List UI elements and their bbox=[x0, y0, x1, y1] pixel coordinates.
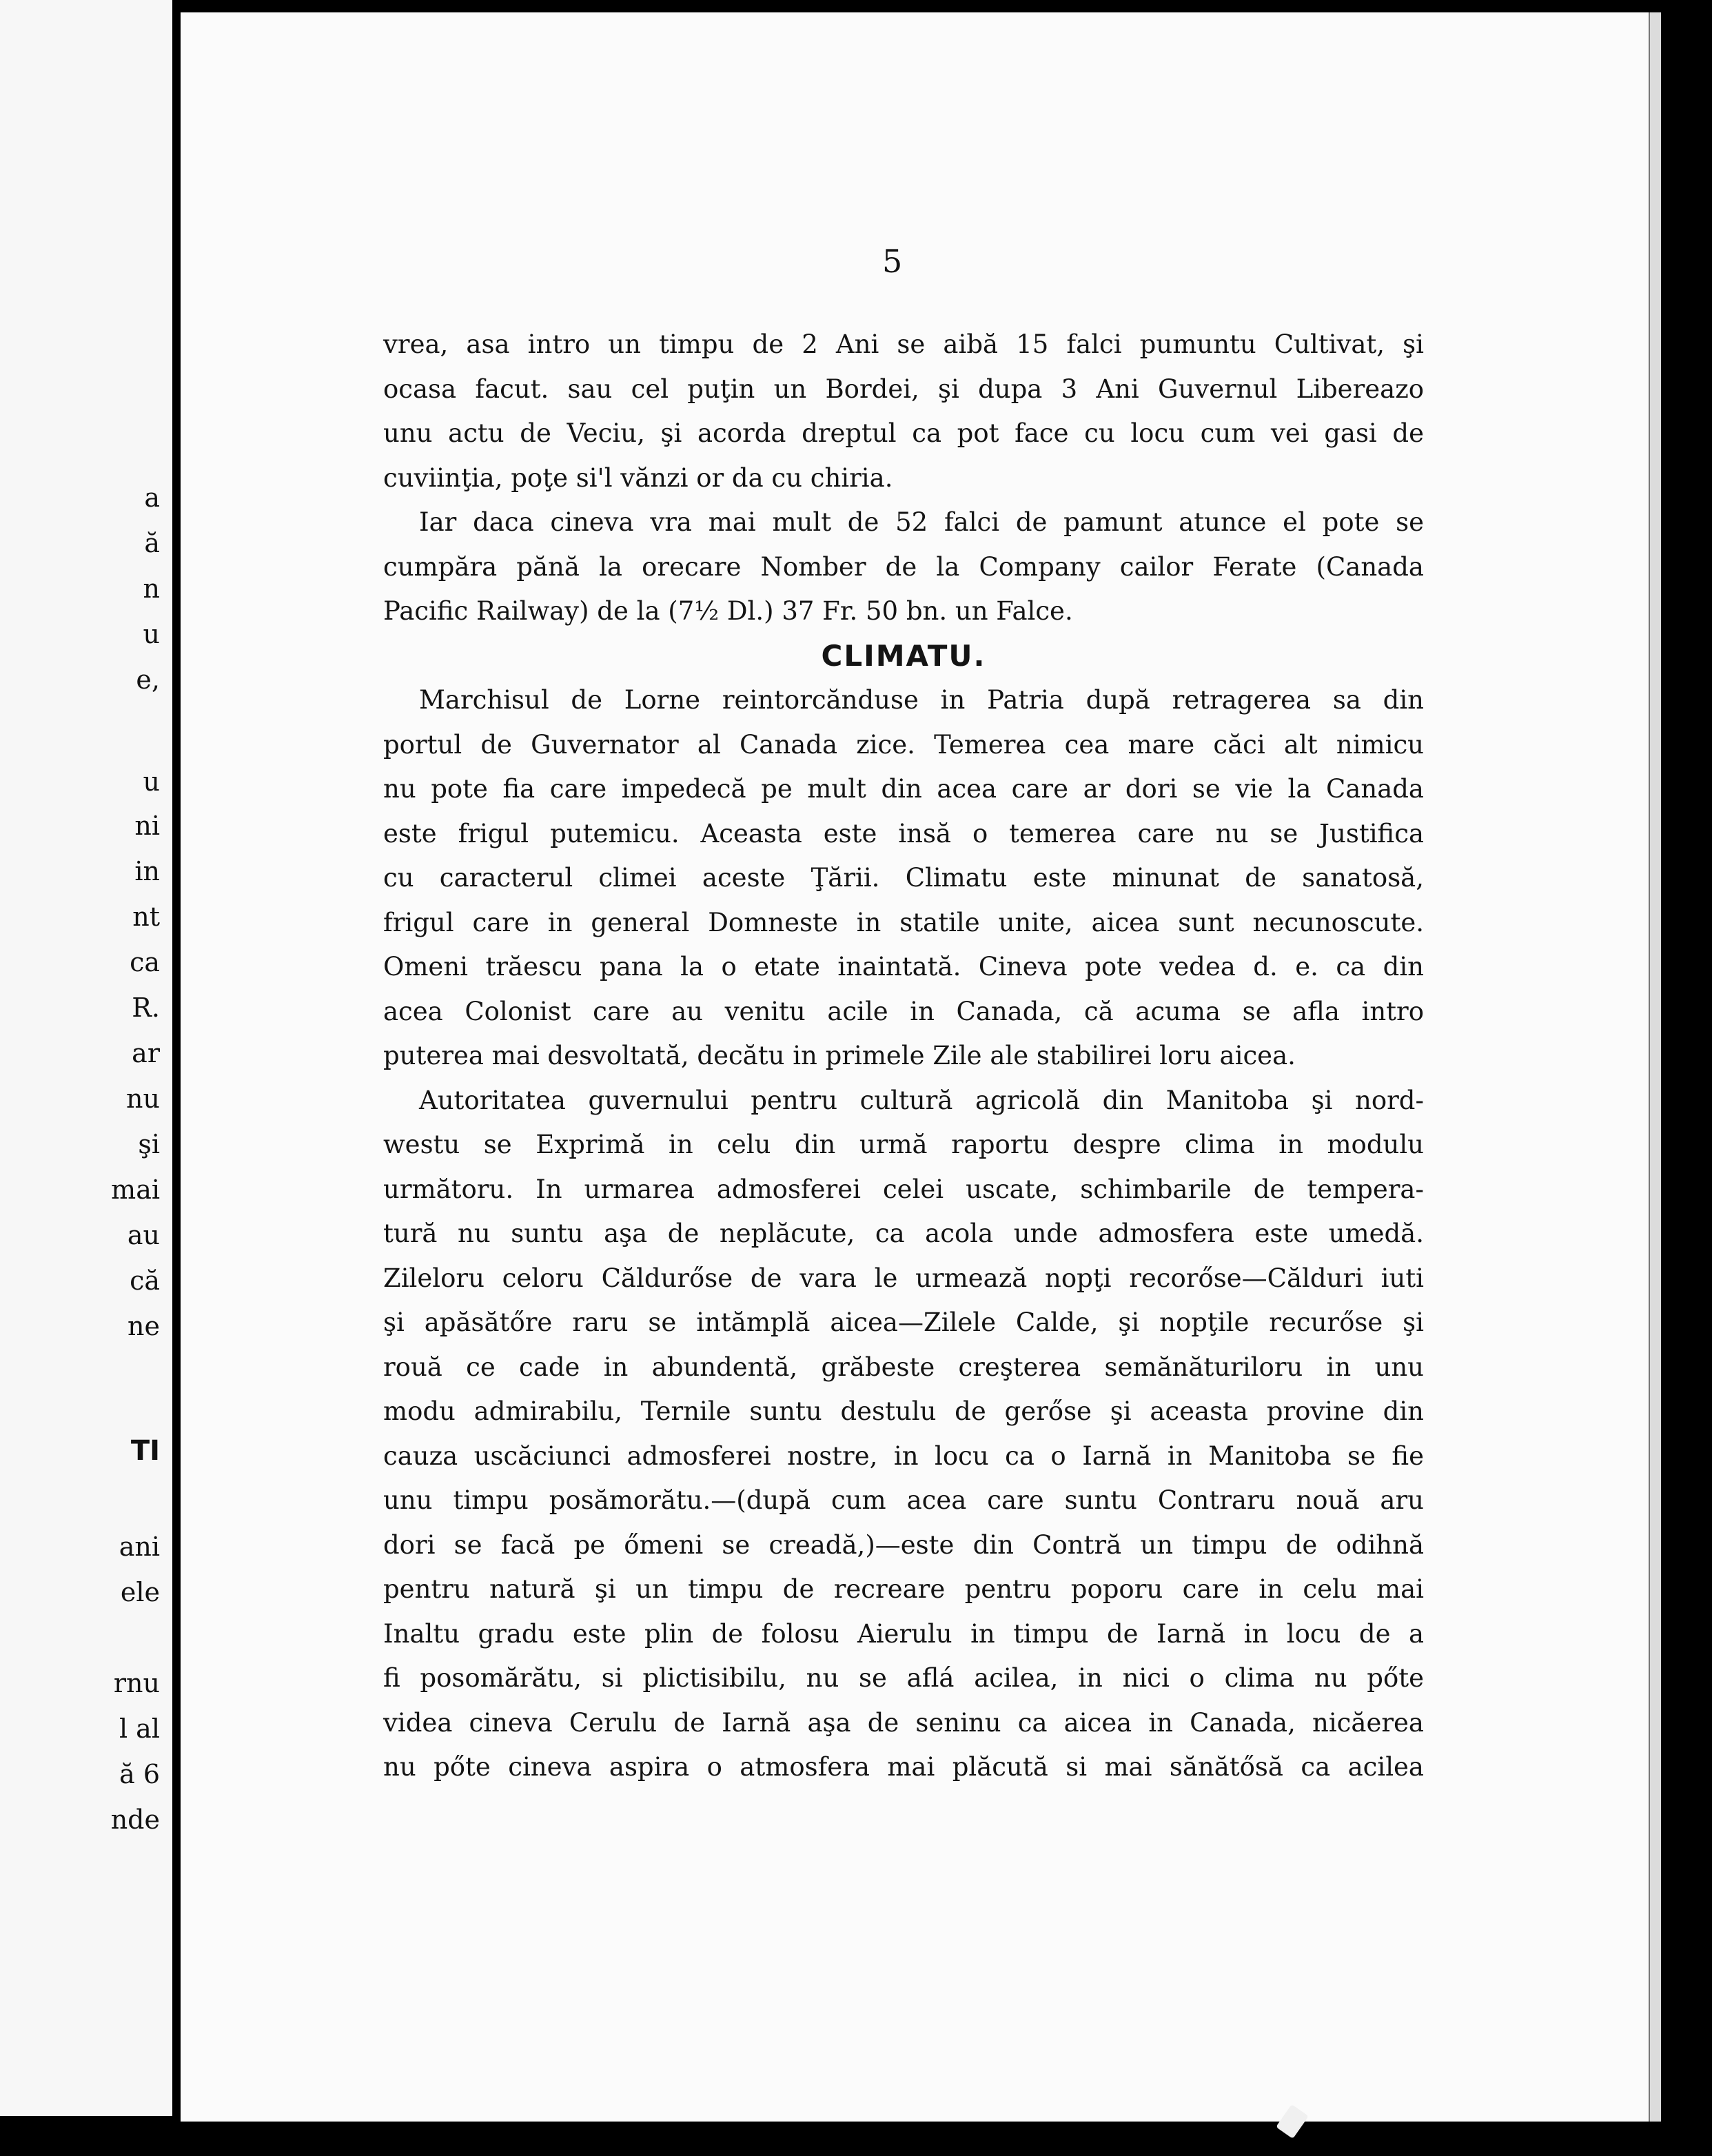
facing-page-word-fragment: R. bbox=[132, 993, 160, 1023]
text-line: acea Colonist care au venitu acile in Canada, că acuma se afla intro bbox=[383, 996, 1424, 1026]
text-line: modu admirabilu, Ternile suntu destulu de gerőse şi aceasta provine din bbox=[383, 1396, 1424, 1426]
page-edge bbox=[1649, 12, 1661, 2122]
text-line: tură nu suntu aşa de neplăcute, ca acola unde admosfera este umedă. bbox=[383, 1219, 1424, 1248]
text-line: rouă ce cade in abundentă, grăbeste creşterea semănăturiloru in unu bbox=[383, 1352, 1424, 1382]
text-line: unu timpu posămorătu.—(după cum acea care suntu Contraru nouă aru bbox=[383, 1485, 1424, 1515]
facing-page-word-fragment: ă bbox=[144, 528, 160, 558]
facing-page-word-fragment: nu bbox=[126, 1084, 160, 1114]
text-line: Zileloru celoru Căldurőse de vara le urmează nopţi recorőse—Călduri iuti bbox=[383, 1263, 1424, 1293]
text-line: Inaltu gradu este plin de folosu Aierulu in timpu de Iarnă in locu de a bbox=[383, 1618, 1424, 1649]
text-line: nu pote fia care impedecă pe mult din acea care ar dori se vie la Canada bbox=[383, 774, 1424, 804]
text-line: Iar daca cineva vra mai mult de 52 falci de pamunt atunce el pote se bbox=[419, 507, 1424, 537]
text-line: cumpăra pănă la orecare Nomber de la Company cailor Ferate (Canada bbox=[383, 551, 1424, 582]
facing-page-word-fragment: ca bbox=[130, 947, 160, 977]
text-line: Pacific Railway) de la (7½ Dl.) 37 Fr. 50 bn. un Falce. bbox=[383, 596, 1073, 626]
text-line: nu pőte cineva aspira o atmosfera mai plăcută si mai sănătősă ca acilea bbox=[383, 1752, 1424, 1782]
text-line: este frigul putemicu. Aceasta este insă o temerea care nu se Justifica bbox=[383, 818, 1424, 848]
facing-page-word-fragment: ani bbox=[119, 1532, 160, 1562]
facing-page-word-fragment: u bbox=[143, 619, 160, 649]
paragraph-1 bbox=[383, 323, 1424, 500]
text-line: puterea mai desvoltată, decătu in primele Zile ale stabilirei loru aicea. bbox=[383, 1041, 1296, 1070]
facing-page-word-fragment: ar bbox=[132, 1038, 160, 1068]
text-line: cuviinţia, poţe si'l vănzi or da cu chiria. bbox=[383, 462, 893, 493]
text-line: westu se Exprimă in celu din urmă raportu despre clima in modulu bbox=[383, 1130, 1424, 1159]
facing-page-word-fragment: mai bbox=[111, 1174, 160, 1205]
text-line: vrea, asa intro un timpu de 2 Ani se aibă 15 falci pumuntu Cultivat, şi bbox=[383, 329, 1424, 359]
facing-page-word-fragment: ni bbox=[134, 811, 160, 841]
facing-page-word-fragment: l al bbox=[119, 1713, 160, 1744]
facing-page-word-fragment: u bbox=[143, 766, 160, 797]
text-line: fi posomărătu, si plictisibilu, nu se aflá acilea, in nici o clima nu pőte bbox=[383, 1663, 1424, 1693]
facing-page-word-fragment: au bbox=[127, 1220, 160, 1250]
facing-page-word-fragment: in bbox=[134, 856, 160, 886]
text-line: Marchisul de Lorne reintorcănduse in Patria după retragerea sa din bbox=[419, 685, 1424, 715]
facing-page-fragment bbox=[0, 0, 176, 2116]
text-line: ocasa facut. sau cel puţin un Bordei, şi dupa 3 Ani Guvernul Libereazo bbox=[383, 374, 1424, 404]
section-heading: CLIMATU. bbox=[821, 638, 986, 673]
facing-page-word-fragment: nde bbox=[110, 1804, 160, 1835]
facing-page-word-fragment: a bbox=[144, 482, 160, 513]
facing-page-word-fragment: ele bbox=[120, 1577, 160, 1607]
text-line: Autoritatea guvernului pentru cultură agricolă din Manitoba şi nord- bbox=[419, 1085, 1424, 1115]
text-line: dori se facă pe őmeni se creadă,)—este din Contră un timpu de odihnă bbox=[383, 1529, 1424, 1560]
facing-page-word-fragment: e, bbox=[136, 664, 160, 695]
facing-page-word-fragment: şi bbox=[138, 1129, 160, 1159]
page-number: 5 bbox=[882, 243, 903, 280]
text-line: unu actu de Veciu, şi acorda dreptul ca pot face cu locu cum vei gasi de bbox=[383, 418, 1424, 448]
facing-page-word-fragment: nt bbox=[132, 902, 160, 932]
paragraph-3 bbox=[383, 678, 1424, 1079]
text-line: Omeni trăescu pana la o etate inaintată. Cineva pote vedea d. e. ca din bbox=[383, 952, 1424, 982]
facing-page-word-fragment: rnu bbox=[113, 1668, 160, 1698]
text-line: pentru natură şi un timpu de recreare pentru poporu care in celu mai bbox=[383, 1574, 1424, 1604]
body-text bbox=[383, 323, 1424, 1790]
text-line: frigul care in general Domneste in statile unite, aicea sunt necunoscute. bbox=[383, 907, 1424, 937]
facing-page-word-fragment: că bbox=[130, 1265, 160, 1296]
text-line: şi apăsătőre raru se intămplă aicea—Zilele Calde, şi nopţile recurőse şi bbox=[383, 1308, 1424, 1337]
facing-page-word-fragment: ne bbox=[128, 1311, 160, 1341]
text-line: videa cineva Cerulu de Iarnă aşa de seninu ca aicea in Canada, nicăerea bbox=[383, 1707, 1424, 1738]
facing-page-word-fragment: ă 6 bbox=[119, 1759, 160, 1789]
text-line: următoru. In urmarea admosferei celei uscate, schimbarile de tempera- bbox=[383, 1174, 1424, 1204]
paragraph-2 bbox=[383, 500, 1424, 634]
text-line: cauza uscăciunci admosferei nostre, in locu ca o Iarnă in Manitoba se fie bbox=[383, 1441, 1424, 1471]
paragraph-4 bbox=[383, 1079, 1424, 1790]
text-line: portul de Guvernator al Canada zice. Temerea cea mare căci alt nimicu bbox=[383, 729, 1424, 760]
facing-page-heading-fragment: TI bbox=[130, 1435, 160, 1467]
facing-page-word-fragment: n bbox=[143, 573, 160, 604]
text-line: cu caracterul climei aceste Ţării. Climatu este minunat de sanatosă, bbox=[383, 863, 1424, 893]
